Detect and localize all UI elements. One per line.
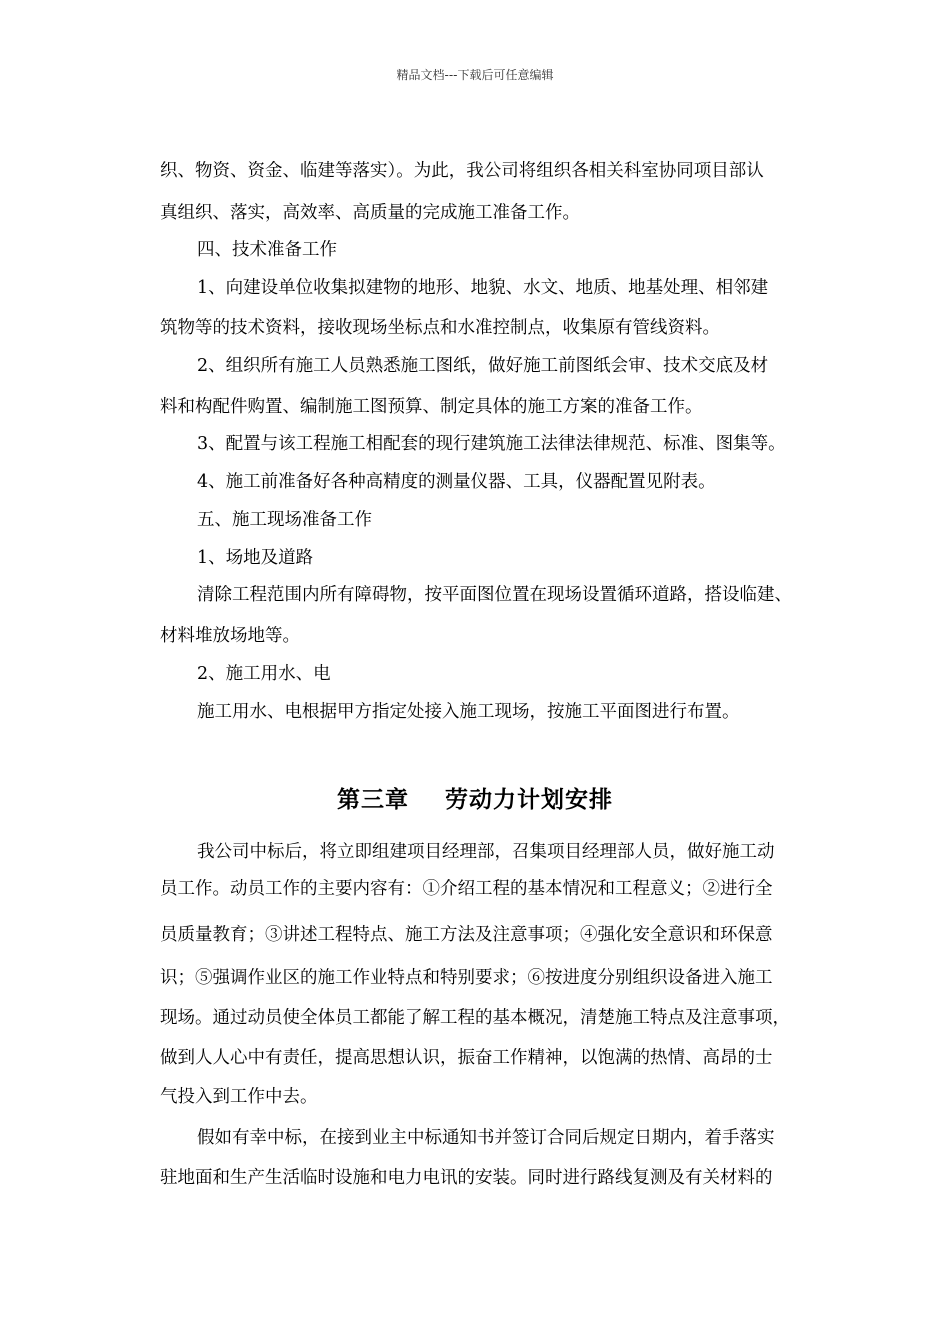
page-header-watermark: 精品文档---下载后可任意编辑 <box>396 68 554 82</box>
paragraph-line: 假如有幸中标，在接到业主中标通知书并签订合同后规定日期内，着手落实 <box>197 1128 775 1148</box>
list-item-line: 筑物等的技术资料，接收现场坐标点和水准控制点，收集原有管线资料。 <box>160 318 720 338</box>
paragraph-line: 识；⑤强调作业区的施工作业特点和特别要求；⑥按进度分别组织设备进入施工 <box>160 968 773 988</box>
paragraph-line: 材料堆放场地等。 <box>160 626 300 646</box>
paragraph-line: 清除工程范围内所有障碍物，按平面图位置在现场设置循环道路，搭设临建、 <box>197 585 792 605</box>
list-item-line: 料和构配件购置、编制施工图预算、制定具体的施工方案的准备工作。 <box>160 397 703 417</box>
section-heading-4: 四、技术准备工作 <box>197 240 337 260</box>
subheading: 1、场地及道路 <box>197 548 314 568</box>
paragraph-line: 做到人人心中有责任，提高思想认识，振奋工作精神，以饱满的热情、高昂的士 <box>160 1048 773 1068</box>
list-item-line: 3、配置与该工程施工相配套的现行建筑施工法律法律规范、标准、图集等。 <box>197 434 786 454</box>
paragraph-line: 我公司中标后，将立即组建项目经理部，召集项目经理部人员，做好施工动 <box>197 842 775 862</box>
subheading: 2、施工用水、电 <box>197 664 331 684</box>
list-item-line: 4、施工前准备好各种高精度的测量仪器、工具，仪器配置见附表。 <box>197 472 716 492</box>
paragraph-line: 驻地面和生产生活临时设施和电力电讯的安装。同时进行路线复测及有关材料的 <box>160 1168 773 1188</box>
chapter-title: 第三章 劳动力计划安排 <box>336 787 614 813</box>
paragraph-line: 气投入到工作中去。 <box>160 1087 318 1107</box>
paragraph-line: 现场。通过动员使全体员工都能了解工程的基本概况，清楚施工特点及注意事项， <box>160 1008 790 1028</box>
paragraph-line: 真组织、落实，高效率、高质量的完成施工准备工作。 <box>160 203 580 223</box>
list-item-line: 1、向建设单位收集拟建物的地形、地貌、水文、地质、地基处理、相邻建 <box>197 278 769 298</box>
paragraph-line: 织、物资、资金、临建等落实）。为此，我公司将组织各相关科室协同项目部认 <box>160 161 764 181</box>
section-heading-5: 五、施工现场准备工作 <box>197 510 372 530</box>
list-item-line: 2、组织所有施工人员熟悉施工图纸，做好施工前图纸会审、技术交底及材 <box>197 356 769 376</box>
paragraph-line: 施工用水、电根据甲方指定处接入施工现场，按施工平面图进行布置。 <box>197 702 740 722</box>
paragraph-line: 员质量教育；③讲述工程特点、施工方法及注意事项；④强化安全意识和环保意 <box>160 925 773 945</box>
paragraph-line: 员工作。动员工作的主要内容有：①介绍工程的基本情况和工程意义；②进行全 <box>160 879 773 899</box>
